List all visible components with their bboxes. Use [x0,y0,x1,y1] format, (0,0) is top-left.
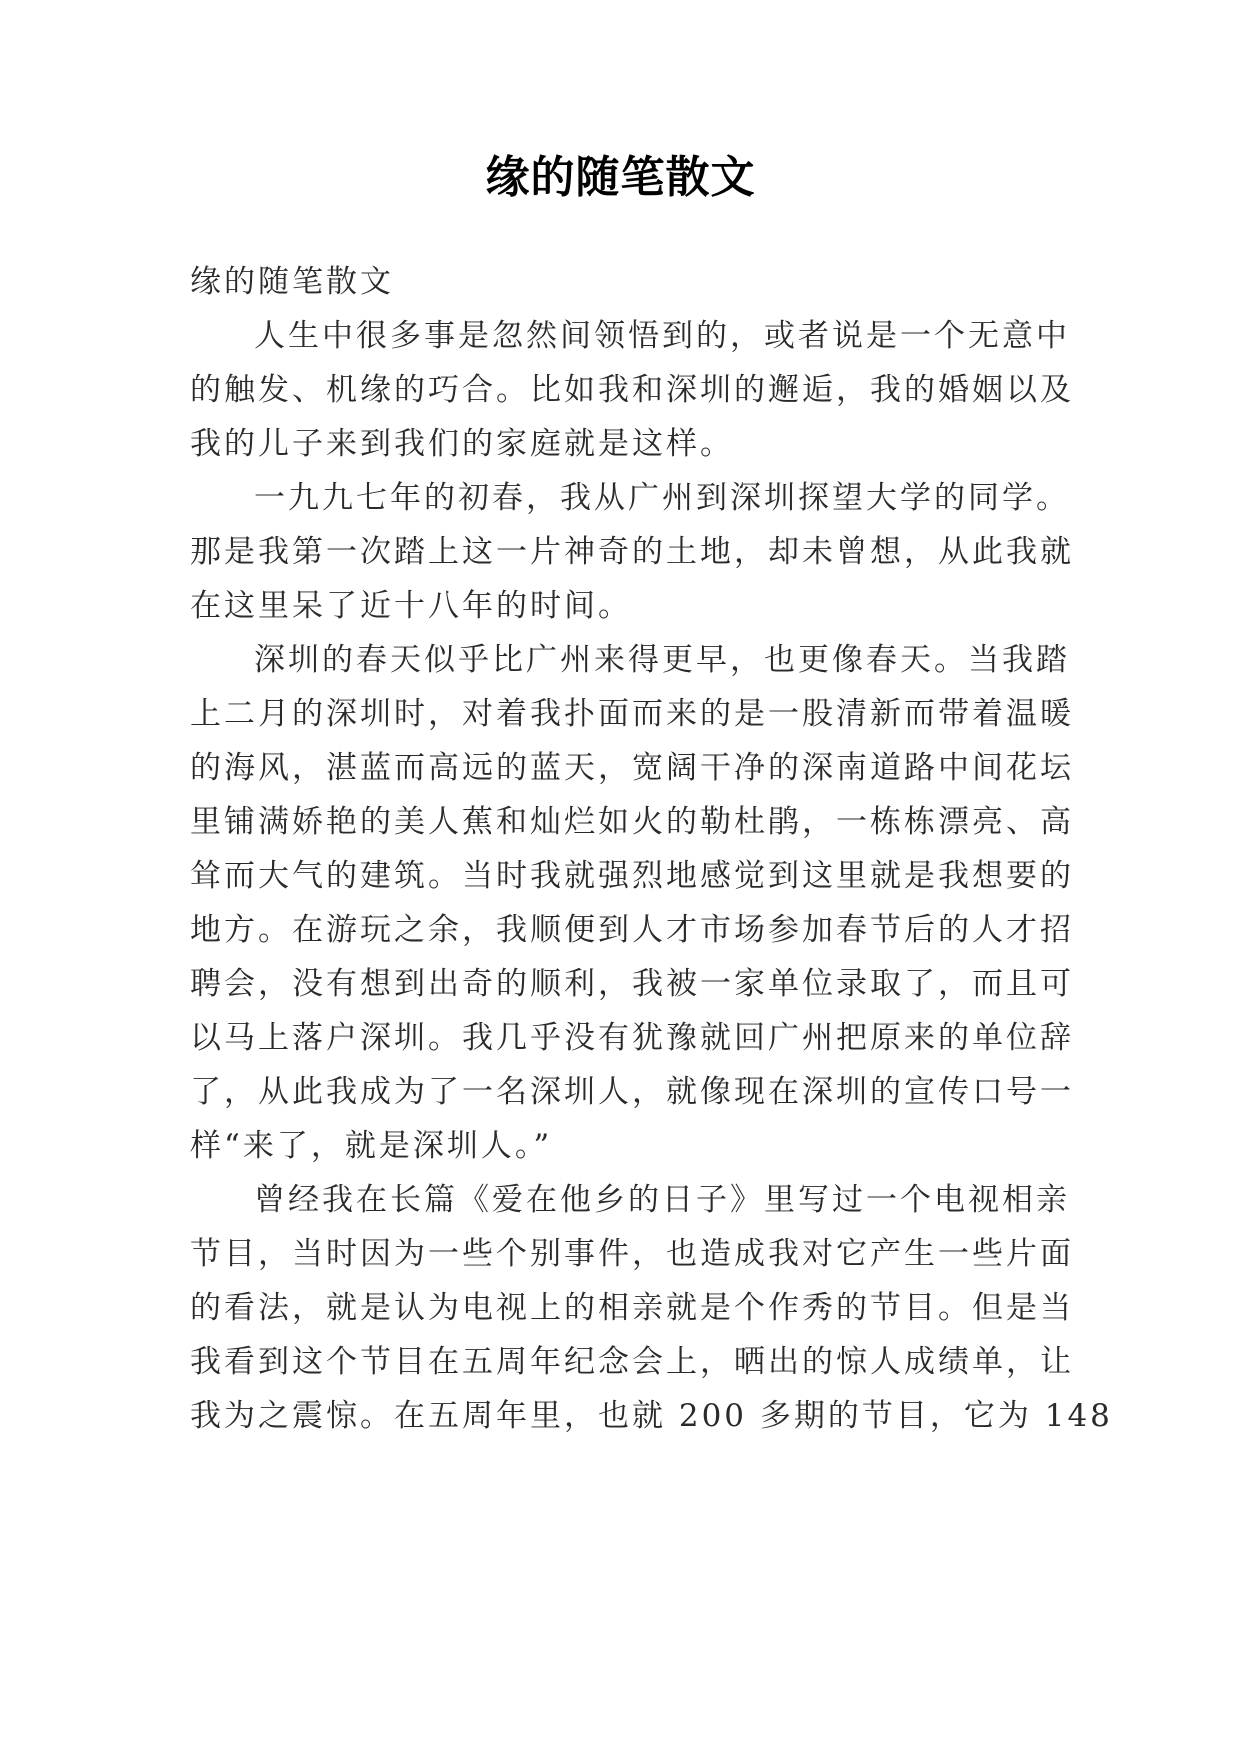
body-line: 地方。在游玩之余，我顺便到人才市场参加春节后的人才招 [190,912,1074,948]
body-line: 聘会，没有想到出奇的顺利，我被一家单位录取了，而且可 [190,966,1074,1002]
body-line: 样“来了，就是深圳人。” [190,1128,553,1164]
body-line: 的海风，湛蓝而高远的蓝天，宽阔干净的深南道路中间花坛 [190,750,1074,786]
body-line: 我看到这个节目在五周年纪念会上，晒出的惊人成绩单，让 [190,1344,1074,1380]
body-line: 在这里呆了近十八年的时间。 [190,588,632,624]
body-line: 人生中很多事是忽然间领悟到的，或者说是一个无意中 [254,318,1070,354]
body-line: 了，从此我成为了一名深圳人，就像现在深圳的宣传口号一 [190,1074,1074,1110]
body-line: 耸而大气的建筑。当时我就强烈地感觉到这里就是我想要的 [190,858,1074,894]
body-line: 一九九七年的初春，我从广州到深圳探望大学的同学。 [254,480,1070,516]
body-line: 那是我第一次踏上这一片神奇的土地，却未曾想，从此我就 [190,534,1074,570]
body-line: 我为之震惊。在五周年里，也就 200 多期的节目，它为 148 [190,1398,1113,1434]
body-line: 曾经我在长篇《爱在他乡的日子》里写过一个电视相亲 [254,1182,1070,1218]
document-title: 缘的随笔散文 [485,152,756,203]
body-line: 深圳的春天似乎比广州来得更早，也更像春天。当我踏 [254,642,1070,678]
body-line: 上二月的深圳时，对着我扑面而来的是一股清新而带着温暖 [190,696,1074,732]
body-line: 以马上落户深圳。我几乎没有犹豫就回广州把原来的单位辞 [190,1020,1074,1056]
body-line: 的触发、机缘的巧合。比如我和深圳的邂逅，我的婚姻以及 [190,372,1074,408]
body-line: 里铺满娇艳的美人蕉和灿烂如火的勒杜鹃，一栋栋漂亮、高 [190,804,1074,840]
body-line: 的看法，就是认为电视上的相亲就是个作秀的节目。但是当 [190,1290,1074,1326]
body-line: 节目，当时因为一些个别事件，也造成我对它产生一些片面 [190,1236,1074,1272]
body-line: 缘的随笔散文 [190,264,394,300]
body-line: 我的儿子来到我们的家庭就是这样。 [190,426,734,462]
